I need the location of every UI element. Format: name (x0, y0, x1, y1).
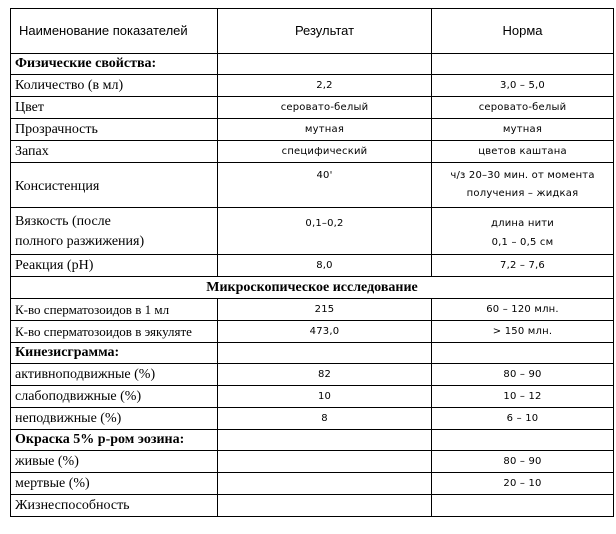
row-result (218, 473, 432, 495)
row-name: Жизнеспособность (11, 495, 218, 517)
row-result: 8,0 (218, 255, 432, 277)
row-name: Цвет (11, 97, 218, 119)
row-name (11, 208, 218, 255)
row-norm: 6 – 10 (432, 408, 614, 430)
row-norm (432, 208, 614, 255)
row-name: Реакция (pH) (11, 255, 218, 277)
table-row (11, 97, 614, 119)
row-norm: 80 – 90 (432, 364, 614, 386)
section-eosin (11, 430, 614, 451)
row-result: 8 (218, 408, 432, 430)
norm-line: получения – жидкая (466, 188, 579, 199)
row-norm: 20 – 10 (432, 473, 614, 495)
row-result: 82 (218, 364, 432, 386)
table-row (11, 408, 614, 430)
row-norm: 60 – 120 млн. (432, 299, 614, 321)
row-norm: 7,2 – 7,6 (432, 255, 614, 277)
section-title: Микроскопическое исследование (11, 277, 614, 299)
table-row (11, 299, 614, 321)
row-norm (432, 495, 614, 517)
row-norm: 80 – 90 (432, 451, 614, 473)
table-row (11, 495, 614, 517)
norm-line: длина нити (490, 218, 554, 229)
row-name: мертвые (%) (11, 473, 218, 495)
header-name: Наименование показателей (11, 9, 218, 54)
row-name: Количество (в мл) (11, 75, 218, 97)
row-norm: серовато-белый (432, 97, 614, 119)
semen-analysis-table (10, 8, 614, 517)
section-title: Кинезисграмма: (11, 343, 218, 364)
table-row (11, 473, 614, 495)
row-name: живые (%) (11, 451, 218, 473)
row-name: Прозрачность (11, 119, 218, 141)
name-line: Вязкость (после (15, 214, 111, 229)
table-row-viscosity (11, 208, 614, 255)
row-norm: > 150 млн. (432, 321, 614, 343)
row-result: 215 (218, 299, 432, 321)
row-norm: цветов каштана (432, 141, 614, 163)
row-result: мутная (218, 119, 432, 141)
norm-line: 0,1 – 0,5 см (491, 237, 554, 248)
header-row (11, 9, 614, 54)
row-result: 2,2 (218, 75, 432, 97)
row-norm (432, 163, 614, 208)
table-row (11, 255, 614, 277)
row-result: специфический (218, 141, 432, 163)
section-micro (11, 277, 614, 299)
table-row (11, 386, 614, 408)
table-row (11, 119, 614, 141)
row-result (218, 495, 432, 517)
name-line: полного разжижения) (15, 234, 145, 249)
row-result: 40' (218, 163, 432, 208)
row-norm: 3,0 – 5,0 (432, 75, 614, 97)
row-name: Запах (11, 141, 218, 163)
row-result: 10 (218, 386, 432, 408)
table-row (11, 364, 614, 386)
row-result (218, 451, 432, 473)
row-norm: мутная (432, 119, 614, 141)
table-row (11, 75, 614, 97)
row-norm: 10 – 12 (432, 386, 614, 408)
row-result: серовато-белый (218, 97, 432, 119)
section-title: Окраска 5% р-ром эозина: (11, 430, 218, 451)
row-result: 473,0 (218, 321, 432, 343)
table-row-consistency (11, 163, 614, 208)
row-name: К-во сперматозоидов в 1 мл (11, 299, 218, 321)
row-name: слабоподвижные (%) (11, 386, 218, 408)
table-row (11, 321, 614, 343)
header-result: Результат (218, 9, 432, 54)
norm-line: ч/з 20–30 мин. от момента (450, 170, 595, 181)
row-name: активноподвижные (%) (11, 364, 218, 386)
table-row (11, 141, 614, 163)
header-norm: Норма (432, 9, 614, 54)
table-row (11, 451, 614, 473)
section-title: Физические свойства: (11, 54, 218, 75)
section-physical (11, 54, 614, 75)
row-name: К-во сперматозоидов в эякуляте (11, 321, 218, 343)
section-kinesis (11, 343, 614, 364)
row-result: 0,1–0,2 (218, 208, 432, 255)
row-name: Консистенция (11, 163, 218, 208)
row-name: неподвижные (%) (11, 408, 218, 430)
